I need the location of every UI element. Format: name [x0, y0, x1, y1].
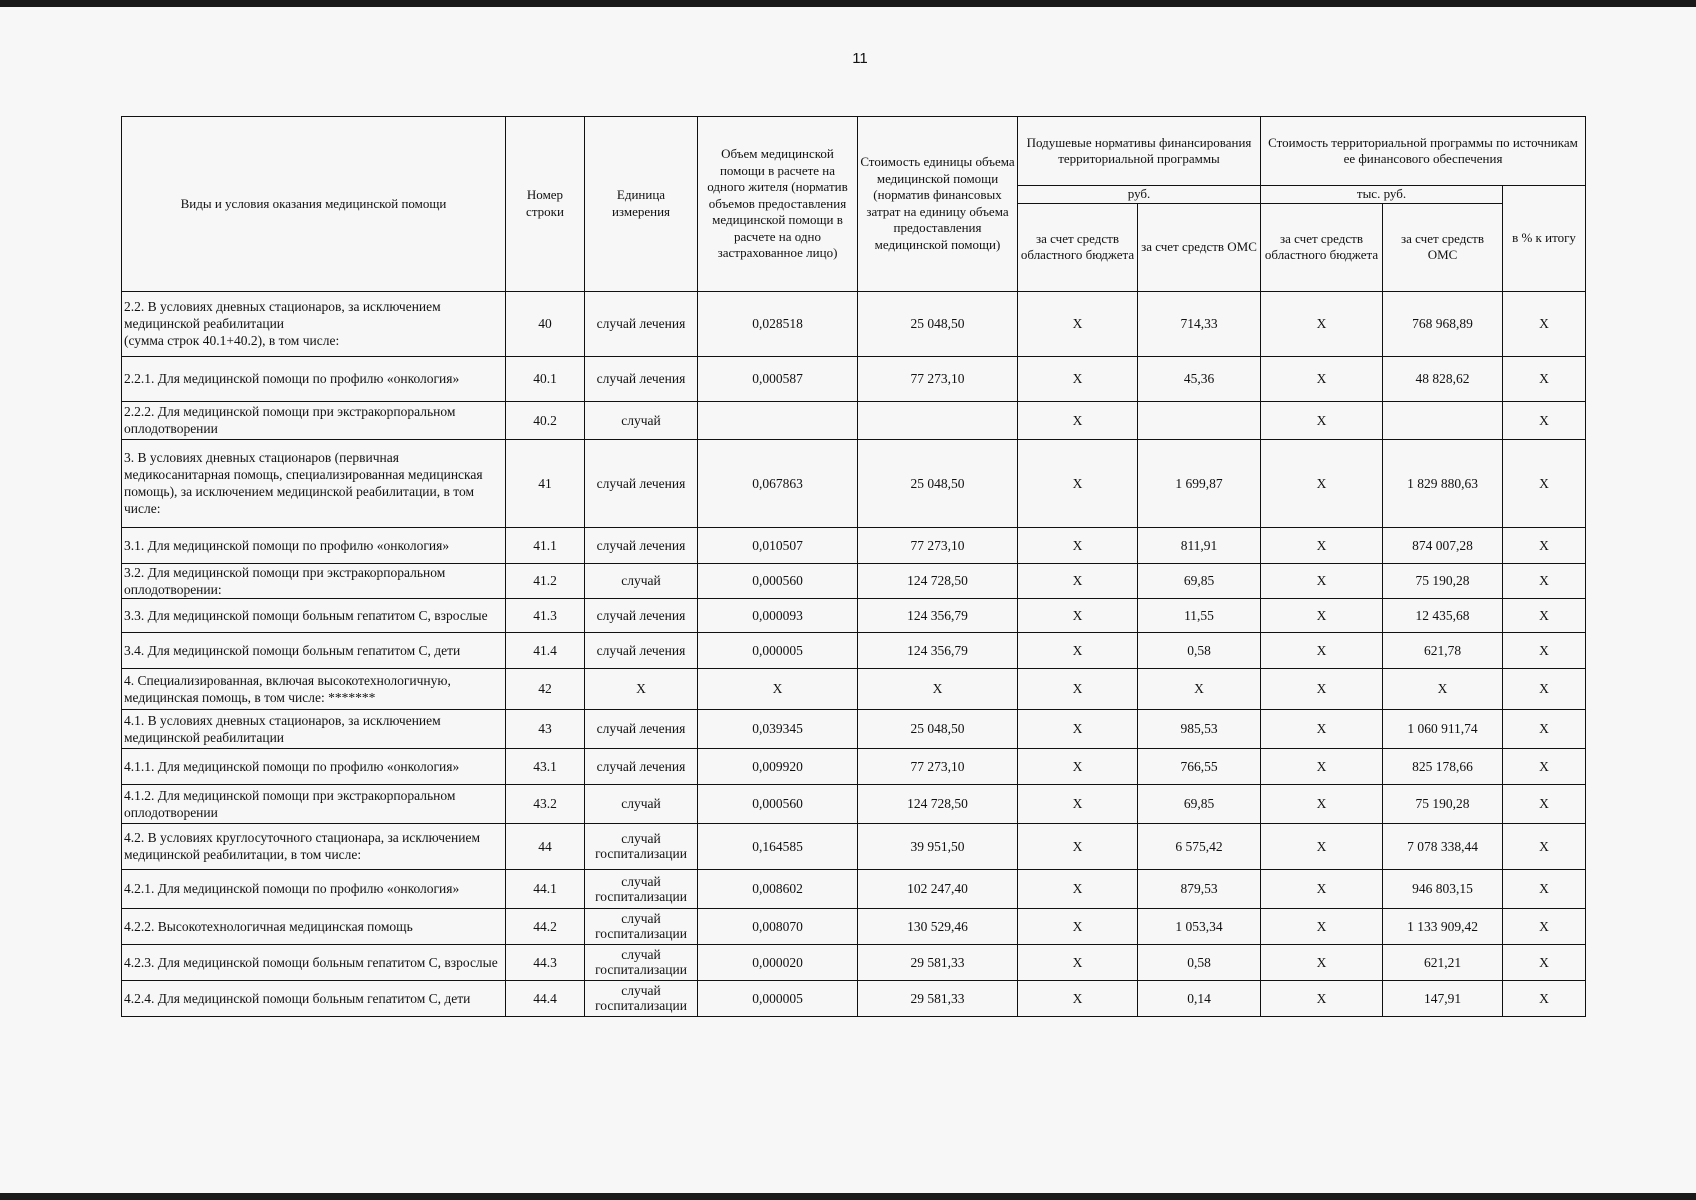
row-volume: 0,000560	[698, 784, 858, 823]
row-unit: случай госпитализации	[585, 944, 698, 980]
row-number: 40.1	[506, 356, 585, 401]
scan-edge-top	[0, 0, 1696, 7]
page-number: 11	[852, 50, 868, 67]
table-header	[122, 117, 1586, 292]
row-program-budget: Х	[1261, 869, 1383, 908]
table-row	[122, 944, 1586, 980]
row-percent: Х	[1503, 908, 1586, 944]
table-row	[122, 356, 1586, 401]
row-volume: 0,000587	[698, 356, 858, 401]
row-number: 40	[506, 291, 585, 356]
row-percent: Х	[1503, 291, 1586, 356]
row-program-budget: Х	[1261, 709, 1383, 748]
row-volume: 0,008602	[698, 869, 858, 908]
row-program-oms	[1383, 401, 1503, 439]
row-cost: 124 356,79	[858, 598, 1018, 632]
row-per-capita-oms: 69,85	[1138, 563, 1261, 598]
row-cost: Х	[858, 668, 1018, 709]
row-name: 3.3. Для медицинской помощи больным гепатитом С, взрослые	[122, 598, 506, 632]
table-row	[122, 748, 1586, 784]
row-percent: Х	[1503, 563, 1586, 598]
row-name: 3.2. Для медицинской помощи при экстракорпоральном оплодотворении:	[122, 563, 506, 598]
row-program-oms: 946 803,15	[1383, 869, 1503, 908]
row-volume: Х	[698, 668, 858, 709]
row-per-capita-oms	[1138, 401, 1261, 439]
row-program-oms: 75 190,28	[1383, 563, 1503, 598]
row-program-oms: 825 178,66	[1383, 748, 1503, 784]
row-number: 40.2	[506, 401, 585, 439]
row-program-oms: 1 060 911,74	[1383, 709, 1503, 748]
header-unit: Единица измерения	[585, 117, 698, 292]
row-number: 41.2	[506, 563, 585, 598]
row-number: 44.3	[506, 944, 585, 980]
row-program-oms: Х	[1383, 668, 1503, 709]
table-row	[122, 291, 1586, 356]
row-name: 4.1.1. Для медицинской помощи по профилю «онкология»	[122, 748, 506, 784]
row-number: 41.4	[506, 632, 585, 668]
row-name: 2.2.2. Для медицинской помощи при экстракорпоральном оплодотворении	[122, 401, 506, 439]
row-cost	[858, 401, 1018, 439]
row-name: 2.2.1. Для медицинской помощи по профилю «онкология»	[122, 356, 506, 401]
row-unit: случай лечения	[585, 291, 698, 356]
row-number: 43	[506, 709, 585, 748]
row-number: 42	[506, 668, 585, 709]
table-row	[122, 598, 1586, 632]
row-program-oms: 48 828,62	[1383, 356, 1503, 401]
row-program-budget: Х	[1261, 980, 1383, 1016]
header-thousand-rub: тыс. руб.	[1261, 186, 1503, 204]
row-unit: случай	[585, 563, 698, 598]
row-volume: 0,000020	[698, 944, 858, 980]
row-number: 44.1	[506, 869, 585, 908]
row-program-oms: 621,78	[1383, 632, 1503, 668]
row-unit: случай лечения	[585, 709, 698, 748]
row-number: 41.1	[506, 527, 585, 563]
row-program-budget: Х	[1261, 632, 1383, 668]
row-unit: случай госпитализации	[585, 908, 698, 944]
table-row	[122, 908, 1586, 944]
row-volume: 0,039345	[698, 709, 858, 748]
row-unit: случай госпитализации	[585, 869, 698, 908]
row-program-oms: 12 435,68	[1383, 598, 1503, 632]
row-name: 3. В условиях дневных стационаров (первичная медикосанитарная помощь, специализированная медицинская помощь), за исключением медицинской реабилитации, в том числе:	[122, 439, 506, 527]
row-volume: 0,008070	[698, 908, 858, 944]
row-volume: 0,010507	[698, 527, 858, 563]
row-number: 44	[506, 823, 585, 869]
row-program-oms: 75 190,28	[1383, 784, 1503, 823]
row-per-capita-oms: 985,53	[1138, 709, 1261, 748]
row-unit: случай госпитализации	[585, 980, 698, 1016]
row-per-capita-oms: 0,58	[1138, 632, 1261, 668]
row-percent: Х	[1503, 980, 1586, 1016]
header-per-capita-budget: за счет средств областного бюджета	[1018, 203, 1138, 291]
row-cost: 77 273,10	[858, 356, 1018, 401]
row-volume: 0,000005	[698, 632, 858, 668]
row-per-capita-budget: Х	[1018, 598, 1138, 632]
row-program-oms: 1 133 909,42	[1383, 908, 1503, 944]
row-program-budget: Х	[1261, 563, 1383, 598]
row-program-oms: 768 968,89	[1383, 291, 1503, 356]
row-per-capita-budget: Х	[1018, 356, 1138, 401]
row-per-capita-budget: Х	[1018, 944, 1138, 980]
row-percent: Х	[1503, 784, 1586, 823]
row-volume: 0,067863	[698, 439, 858, 527]
row-program-budget: Х	[1261, 439, 1383, 527]
row-volume: 0,009920	[698, 748, 858, 784]
row-per-capita-budget: Х	[1018, 291, 1138, 356]
header-row-number: Номер строки	[506, 117, 585, 292]
row-program-oms: 147,91	[1383, 980, 1503, 1016]
row-name: 4.1.2. Для медицинской помощи при экстракорпоральном оплодотворении	[122, 784, 506, 823]
row-per-capita-budget: Х	[1018, 527, 1138, 563]
row-name: 2.2. В условиях дневных стационаров, за исключением медицинской реабилитации (сумма строк 40.1+40.2), в том числе:	[122, 291, 506, 356]
row-cost: 77 273,10	[858, 748, 1018, 784]
table-row	[122, 709, 1586, 748]
row-per-capita-oms: 766,55	[1138, 748, 1261, 784]
row-per-capita-oms: 45,36	[1138, 356, 1261, 401]
row-name: 4.2. В условиях круглосуточного стационара, за исключением медицинской реабилитации, в том числе:	[122, 823, 506, 869]
row-volume: 0,000093	[698, 598, 858, 632]
table-row	[122, 823, 1586, 869]
header-rub: руб.	[1018, 186, 1261, 204]
row-per-capita-oms: 879,53	[1138, 869, 1261, 908]
row-program-budget: Х	[1261, 401, 1383, 439]
row-per-capita-budget: Х	[1018, 709, 1138, 748]
row-unit: случай лечения	[585, 632, 698, 668]
row-per-capita-budget: Х	[1018, 632, 1138, 668]
row-unit: случай	[585, 401, 698, 439]
row-number: 43.1	[506, 748, 585, 784]
row-per-capita-oms: 0,14	[1138, 980, 1261, 1016]
row-number: 41.3	[506, 598, 585, 632]
row-per-capita-budget: Х	[1018, 784, 1138, 823]
row-program-oms: 874 007,28	[1383, 527, 1503, 563]
row-name: 4. Специализированная, включая высокотехнологичную, медицинская помощь, в том числе: *******	[122, 668, 506, 709]
row-name: 4.2.4. Для медицинской помощи больным гепатитом С, дети	[122, 980, 506, 1016]
row-volume	[698, 401, 858, 439]
header-volume: Объем медицинской помощи в расчете на одного жителя (норматив объемов предоставления медицинской помощи в расчете на одно застрахованное лицо)	[698, 117, 858, 292]
row-percent: Х	[1503, 823, 1586, 869]
row-unit: случай	[585, 784, 698, 823]
row-percent: Х	[1503, 709, 1586, 748]
row-name: 3.4. Для медицинской помощи больным гепатитом С, дети	[122, 632, 506, 668]
row-program-oms: 1 829 880,63	[1383, 439, 1503, 527]
row-percent: Х	[1503, 869, 1586, 908]
row-percent: Х	[1503, 668, 1586, 709]
row-number: 44.2	[506, 908, 585, 944]
row-volume: 0,000005	[698, 980, 858, 1016]
row-percent: Х	[1503, 944, 1586, 980]
row-cost: 25 048,50	[858, 439, 1018, 527]
table-row	[122, 527, 1586, 563]
row-name: 4.2.2. Высокотехнологичная медицинская помощь	[122, 908, 506, 944]
row-cost: 25 048,50	[858, 709, 1018, 748]
row-program-budget: Х	[1261, 668, 1383, 709]
row-percent: Х	[1503, 748, 1586, 784]
row-program-budget: Х	[1261, 527, 1383, 563]
row-program-budget: Х	[1261, 908, 1383, 944]
header-per-capita: Подушевые нормативы финансирования территориальной программы	[1018, 117, 1261, 186]
row-cost: 124 728,50	[858, 563, 1018, 598]
row-per-capita-oms: Х	[1138, 668, 1261, 709]
row-name: 4.2.1. Для медицинской помощи по профилю «онкология»	[122, 869, 506, 908]
row-program-budget: Х	[1261, 944, 1383, 980]
header-kind: Виды и условия оказания медицинской помощи	[122, 117, 506, 292]
row-per-capita-budget: Х	[1018, 748, 1138, 784]
row-program-oms: 621,21	[1383, 944, 1503, 980]
row-percent: Х	[1503, 632, 1586, 668]
row-number: 41	[506, 439, 585, 527]
row-per-capita-budget: Х	[1018, 401, 1138, 439]
header-program-oms: за счет средств ОМС	[1383, 203, 1503, 291]
row-program-budget: Х	[1261, 291, 1383, 356]
row-unit: случай лечения	[585, 527, 698, 563]
row-percent: Х	[1503, 356, 1586, 401]
table-row	[122, 869, 1586, 908]
table-row	[122, 668, 1586, 709]
row-program-budget: Х	[1261, 598, 1383, 632]
row-unit: случай госпитализации	[585, 823, 698, 869]
row-per-capita-oms: 811,91	[1138, 527, 1261, 563]
table-row	[122, 563, 1586, 598]
header-program-cost: Стоимость территориальной программы по источникам ее финансового обеспечения	[1261, 117, 1586, 186]
row-percent: Х	[1503, 598, 1586, 632]
row-number: 44.4	[506, 980, 585, 1016]
row-percent: Х	[1503, 527, 1586, 563]
row-cost: 124 728,50	[858, 784, 1018, 823]
row-number: 43.2	[506, 784, 585, 823]
row-program-budget: Х	[1261, 356, 1383, 401]
row-cost: 25 048,50	[858, 291, 1018, 356]
row-cost: 124 356,79	[858, 632, 1018, 668]
row-percent: Х	[1503, 439, 1586, 527]
row-per-capita-budget: Х	[1018, 563, 1138, 598]
row-per-capita-budget: Х	[1018, 908, 1138, 944]
row-per-capita-budget: Х	[1018, 439, 1138, 527]
row-cost: 29 581,33	[858, 980, 1018, 1016]
row-per-capita-oms: 69,85	[1138, 784, 1261, 823]
header-per-capita-oms: за счет средств ОМС	[1138, 203, 1261, 291]
row-per-capita-budget: Х	[1018, 668, 1138, 709]
row-unit: случай лечения	[585, 748, 698, 784]
row-per-capita-budget: Х	[1018, 869, 1138, 908]
table-row	[122, 401, 1586, 439]
row-per-capita-oms: 11,55	[1138, 598, 1261, 632]
row-program-budget: Х	[1261, 784, 1383, 823]
table-row	[122, 632, 1586, 668]
row-percent: Х	[1503, 401, 1586, 439]
row-per-capita-oms: 1 699,87	[1138, 439, 1261, 527]
row-unit: Х	[585, 668, 698, 709]
table-row	[122, 439, 1586, 527]
table-body	[122, 291, 1586, 1016]
row-volume: 0,028518	[698, 291, 858, 356]
row-per-capita-oms: 714,33	[1138, 291, 1261, 356]
row-unit: случай лечения	[585, 439, 698, 527]
row-name: 3.1. Для медицинской помощи по профилю «онкология»	[122, 527, 506, 563]
territorial-program-table	[121, 116, 1586, 1017]
row-per-capita-oms: 0,58	[1138, 944, 1261, 980]
row-cost: 102 247,40	[858, 869, 1018, 908]
row-program-budget: Х	[1261, 823, 1383, 869]
row-per-capita-budget: Х	[1018, 980, 1138, 1016]
row-program-budget: Х	[1261, 748, 1383, 784]
row-unit: случай лечения	[585, 356, 698, 401]
row-program-oms: 7 078 338,44	[1383, 823, 1503, 869]
row-name: 4.2.3. Для медицинской помощи больным гепатитом С, взрослые	[122, 944, 506, 980]
header-program-budget: за счет средств областного бюджета	[1261, 203, 1383, 291]
table-row	[122, 980, 1586, 1016]
table-row	[122, 784, 1586, 823]
row-unit: случай лечения	[585, 598, 698, 632]
row-cost: 29 581,33	[858, 944, 1018, 980]
row-cost: 130 529,46	[858, 908, 1018, 944]
row-volume: 0,164585	[698, 823, 858, 869]
row-per-capita-budget: Х	[1018, 823, 1138, 869]
row-cost: 77 273,10	[858, 527, 1018, 563]
row-per-capita-oms: 1 053,34	[1138, 908, 1261, 944]
header-percent: в % к итогу	[1503, 186, 1586, 292]
scan-edge-bottom	[0, 1193, 1696, 1200]
header-cost: Стоимость единицы объема медицинской помощи (норматив финансовых затрат на единицу объема предоставления медицинской помощи)	[858, 117, 1018, 292]
row-name: 4.1. В условиях дневных стационаров, за исключением медицинской реабилитации	[122, 709, 506, 748]
row-per-capita-oms: 6 575,42	[1138, 823, 1261, 869]
row-cost: 39 951,50	[858, 823, 1018, 869]
row-volume: 0,000560	[698, 563, 858, 598]
